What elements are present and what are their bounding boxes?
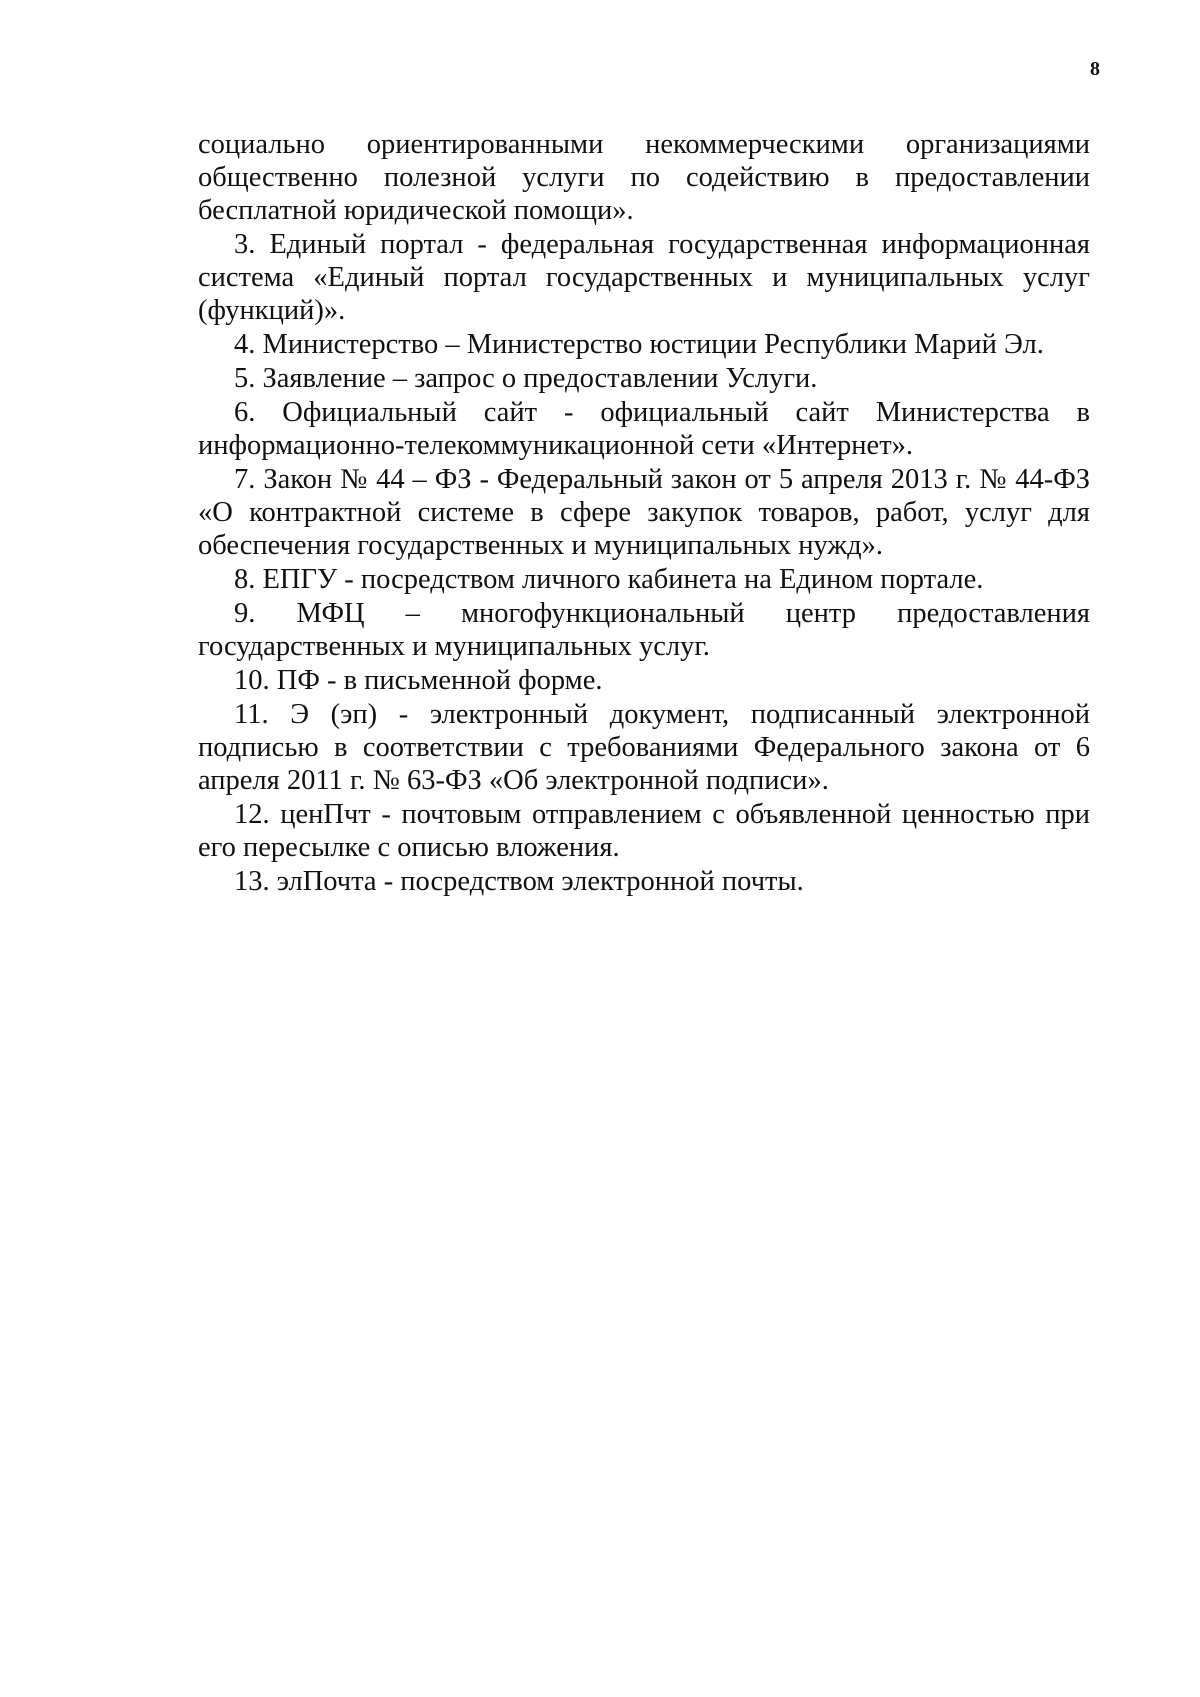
definition-item-13: 13. элПочта - посредством электронной почты. [234, 866, 804, 897]
definition-item-4: 4. Министерство – Министерство юстиции Республики Марий Эл. [234, 329, 1044, 360]
definition-item-9: 9. МФЦ – многофункциональный центр предоставления государственных и муниципальных услуг. [198, 598, 1090, 662]
paragraph-continuation: социально ориентированными некоммерческими организациями общественно полезной услуги по содействию в предоставлении бесплатной юридической помощи». [198, 129, 1090, 226]
definition-item-12: 12. ценПчт - почтовым отправлением с объявленной ценностью при его пересылке с описью вложения. [198, 799, 1090, 863]
definition-item-3: 3. Единый портал - федеральная государственная информационная система «Единый портал государственных и муниципальных услуг (функций)». [198, 229, 1090, 326]
definition-item-11: 11. Э (эп) - электронный документ, подписанный электронной подписью в соответствии с требованиями Федерального закона от 6 апреля 2011 г. № 63-ФЗ «Об электронной подписи». [198, 699, 1090, 796]
definition-item-6: 6. Официальный сайт - официальный сайт Министерства в информационно-телекоммуникационной сети «Интернет». [198, 397, 1090, 461]
definition-item-10: 10. ПФ - в письменной форме. [234, 665, 603, 696]
definition-item-8: 8. ЕПГУ - посредством личного кабинета на Едином портале. [234, 564, 984, 595]
document-body [198, 128, 1090, 899]
definition-item-5: 5. Заявление – запрос о предоставлении Услуги. [234, 363, 818, 394]
page-number: 8 [1090, 58, 1100, 80]
definition-item-7: 7. Закон № 44 – ФЗ - Федеральный закон от 5 апреля 2013 г. № 44-ФЗ «О контрактной системе в сфере закупок товаров, работ, услуг для обеспечения государственных и муниципальных нужд». [198, 464, 1090, 561]
